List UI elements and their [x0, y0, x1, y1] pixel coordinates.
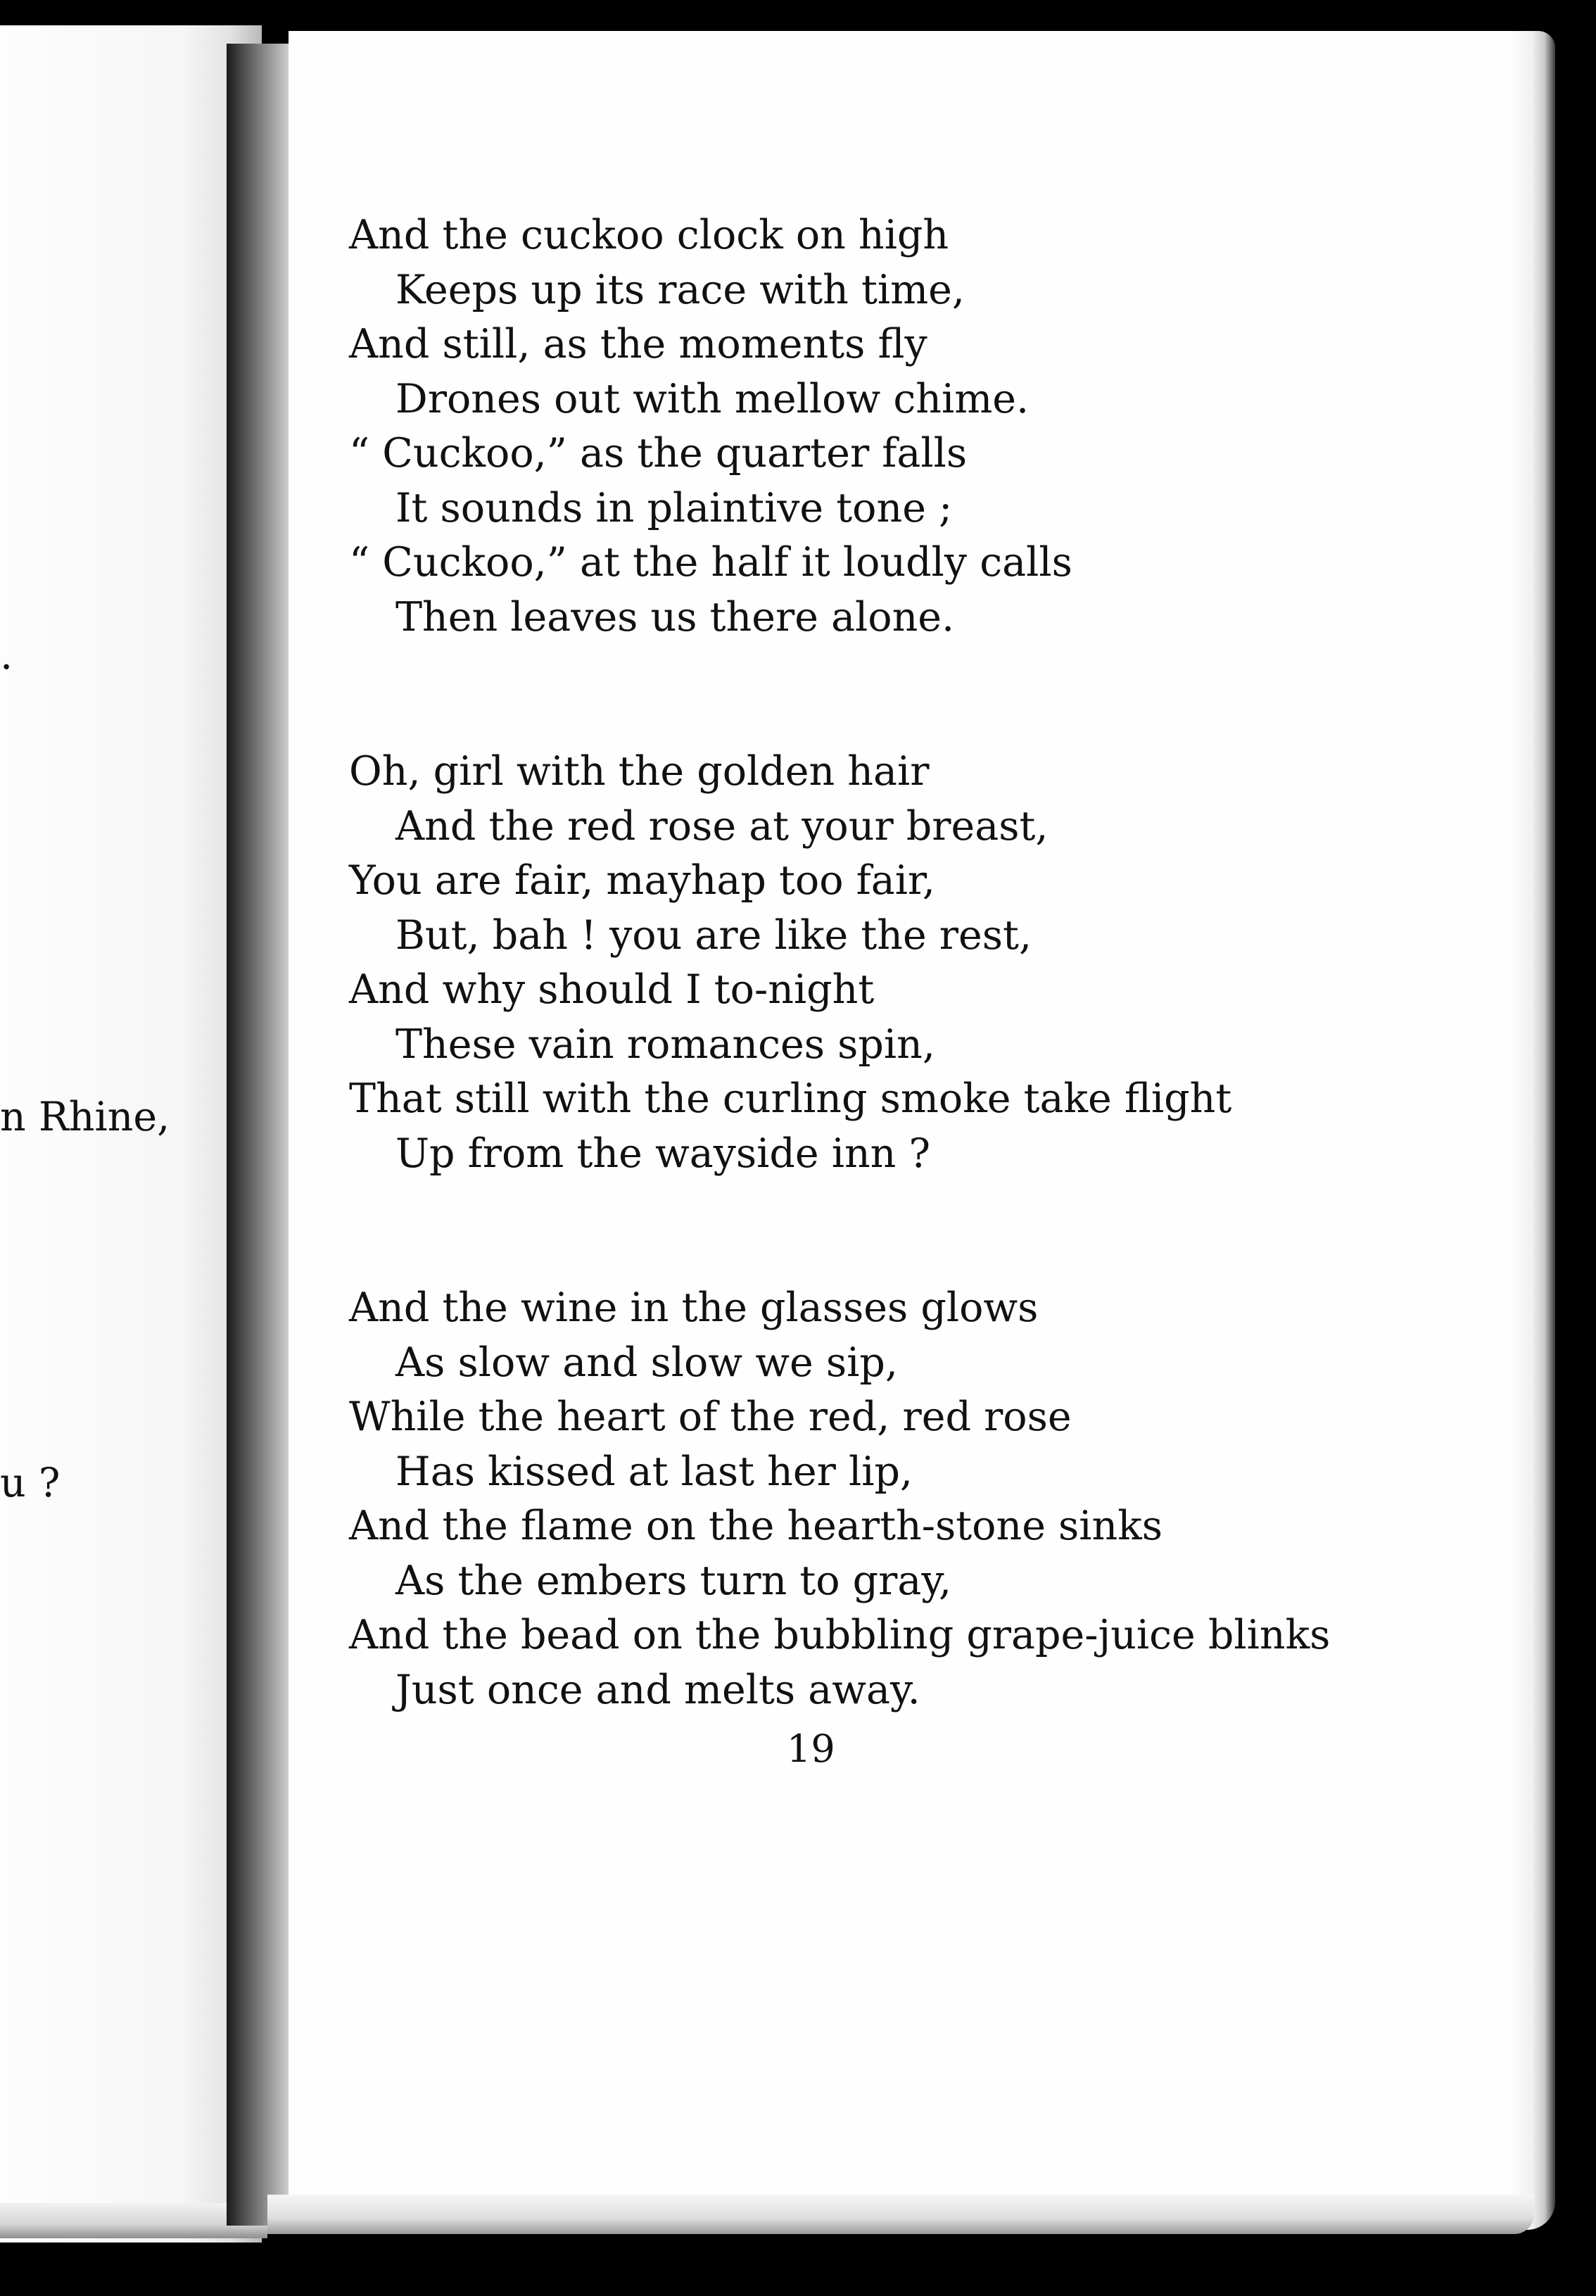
poem-line: And the red rose at your breast,	[395, 802, 1049, 850]
poem-line: As slow and slow we sip,	[395, 1339, 898, 1386]
poem-text	[349, 208, 1330, 1817]
poem-line: And the cuckoo clock on high	[349, 212, 949, 258]
poem-line: “ Cuckoo,” as the quarter falls	[349, 430, 968, 477]
poem-line: And the flame on the hearth-stone sinks	[349, 1503, 1163, 1549]
poem-line: And why should I to-night	[349, 966, 875, 1013]
stanza-1	[349, 208, 1330, 645]
poem-line: But, bah ! you are like the rest,	[395, 912, 1032, 959]
page-number: 19	[787, 1727, 835, 1771]
poem-line: And still, as the moments fly	[349, 321, 927, 367]
poem-line: It sounds in plaintive tone ;	[395, 484, 953, 531]
poem-line: And the wine in the glasses glows	[349, 1285, 1039, 1331]
stanza-2	[349, 745, 1330, 1181]
poem-line: Has kissed at last her lip,	[395, 1448, 913, 1495]
poem-line: Keeps up its race with time,	[395, 266, 965, 313]
poem-line: That still with the curling smoke take flight	[349, 1076, 1232, 1122]
left-page-fragment: n Rhine,	[0, 1094, 170, 1140]
poem-line: These vain romances spin,	[395, 1021, 935, 1068]
poem-line: As the embers turn to gray,	[395, 1557, 952, 1604]
poem-line: “ Cuckoo,” at the half it loudly calls	[349, 539, 1072, 586]
poem-line: Then leaves us there alone.	[395, 593, 955, 641]
poem-line: While the heart of the red, red rose	[349, 1394, 1072, 1440]
poem-line: Drones out with mellow chime.	[395, 375, 1030, 422]
poem-line: Up from the wayside inn ?	[395, 1130, 931, 1177]
stanza-3	[349, 1281, 1330, 1717]
right-page-deckle-edge	[1513, 31, 1555, 2230]
poem-line: Just once and melts away.	[395, 1666, 920, 1713]
poem-line: And the bead on the bubbling grape-juice blinks	[349, 1612, 1331, 1658]
poem-line: Oh, girl with the golden hair	[349, 748, 930, 795]
poem-line: You are fair, mayhap too fair,	[349, 857, 936, 904]
left-page-fragment: .	[0, 632, 13, 679]
left-facing-page	[0, 25, 262, 2243]
book-gutter-shadow	[227, 44, 297, 2226]
left-page-fragment: u ?	[0, 1460, 61, 1506]
right-page-bottom-edge	[267, 2195, 1534, 2234]
